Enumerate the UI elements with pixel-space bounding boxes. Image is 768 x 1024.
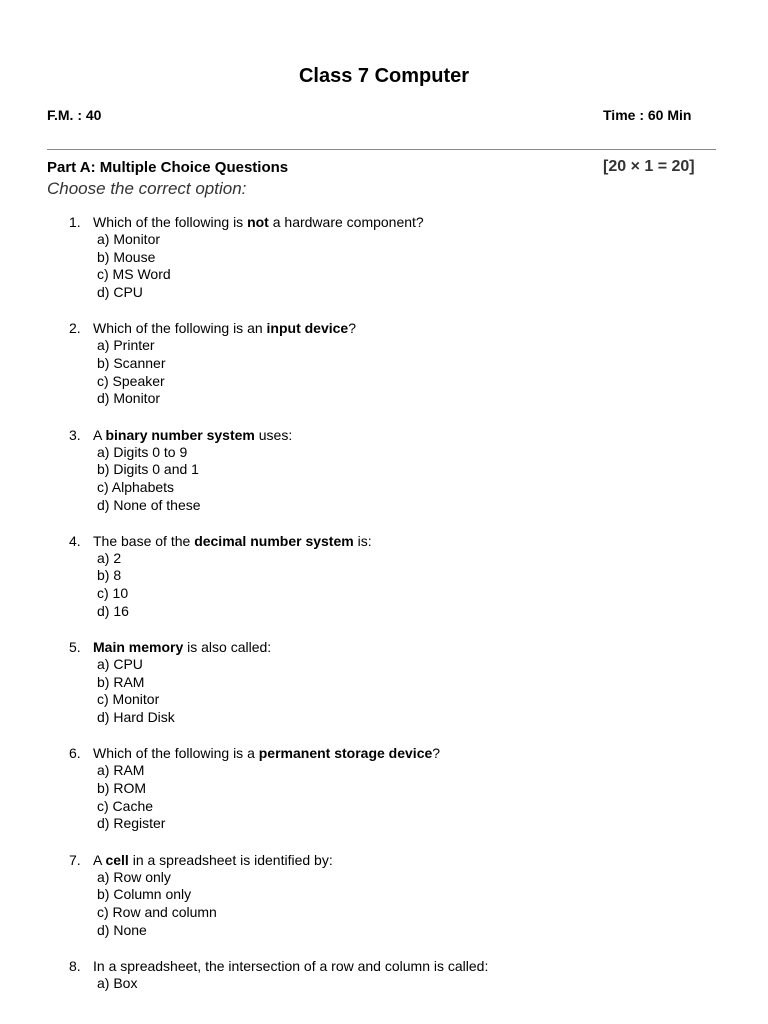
- answer-option: c) Speaker: [97, 372, 165, 389]
- answer-option: a) Row only: [97, 868, 171, 885]
- question-text: [93, 744, 440, 762]
- answer-option: c) Monitor: [97, 691, 160, 708]
- question-keyword: input device: [266, 320, 349, 337]
- question-text-part: A: [93, 426, 106, 443]
- question-text-part: is:: [353, 532, 372, 549]
- question-keyword: not: [247, 214, 269, 230]
- answer-option: c) Row and column: [97, 903, 217, 920]
- answer-option: a) Monitor: [97, 231, 161, 247]
- answer-option: a) Printer: [97, 337, 155, 354]
- question-text-part: uses:: [254, 426, 293, 443]
- answer-option: b) Mouse: [97, 248, 156, 265]
- question-item: [0, 638, 768, 727]
- answer-option: d) Hard Disk: [97, 709, 175, 726]
- question-text-part: A: [93, 851, 106, 868]
- question-text-part: In a spreadsheet, the intersection of a row and column is called:: [93, 957, 489, 974]
- question-text: [93, 957, 488, 975]
- question-item: [0, 744, 768, 833]
- header-divider: [47, 149, 716, 150]
- question-keyword: Main memory: [93, 639, 184, 655]
- question-text: [93, 213, 424, 231]
- question-number: 3.: [69, 426, 81, 443]
- question-item: [0, 319, 768, 408]
- answer-option: a) Digits 0 to 9: [97, 443, 188, 460]
- question-number: 8.: [69, 957, 81, 974]
- question-text-part: is also called:: [183, 639, 272, 655]
- question-text: [93, 426, 292, 444]
- question-text-part: Which of the following is an: [93, 320, 267, 337]
- part-a-marks: [20 × 1 = 20]: [603, 158, 695, 175]
- answer-option: b) 8: [97, 567, 122, 584]
- question-line: [0, 957, 768, 975]
- question-text: [93, 851, 333, 869]
- answer-option: a) Box: [97, 974, 138, 991]
- question-keyword: binary number system: [105, 426, 255, 443]
- question-number: 1.: [69, 214, 81, 230]
- question-item: [0, 426, 768, 515]
- question-number: 6.: [69, 745, 81, 762]
- question-item: [0, 532, 768, 621]
- question-text: [93, 638, 271, 656]
- answer-option: d) CPU: [97, 284, 143, 301]
- page-title: Class 7 Computer: [298, 65, 470, 87]
- question-item: [0, 851, 768, 940]
- question-text: [93, 319, 356, 337]
- question-text: [93, 532, 372, 550]
- question-item: [0, 213, 768, 302]
- answer-option: c) MS Word: [97, 266, 171, 283]
- question-keyword: cell: [105, 851, 129, 868]
- answer-option: b) Column only: [97, 886, 192, 903]
- question-keyword: permanent storage device: [258, 745, 433, 762]
- answer-option: a) RAM: [97, 762, 145, 779]
- answer-option: b) ROM: [97, 779, 146, 796]
- question-text-part: Which of the following is a: [93, 745, 259, 762]
- answer-option: a) CPU: [97, 656, 143, 672]
- question-number: 4.: [69, 532, 81, 549]
- answer-option: b) Digits 0 and 1: [97, 461, 199, 478]
- answer-option: c) Alphabets: [97, 478, 175, 495]
- answer-option: b) Scanner: [97, 354, 166, 371]
- answer-option: c) Cache: [97, 797, 154, 814]
- question-line: [0, 744, 768, 762]
- question-text-part: in a spreadsheet is identified by:: [128, 851, 333, 868]
- answer-option: d) 16: [97, 602, 129, 619]
- answer-option: c) 10: [97, 585, 129, 602]
- answer-option: d) Monitor: [97, 390, 161, 407]
- part-a-heading: Part A: Multiple Choice Questions: [47, 159, 289, 176]
- question-text-part: ?: [432, 745, 441, 762]
- question-text-part: ?: [348, 320, 357, 337]
- question-text-part: a hardware component?: [268, 214, 424, 230]
- question-item: [0, 957, 768, 993]
- question-text-part: Which of the following is: [93, 214, 248, 230]
- question-number: 2.: [69, 320, 81, 337]
- question-number: 7.: [69, 851, 81, 868]
- full-marks: F.M. : 40: [47, 107, 102, 123]
- answer-option: b) RAM: [97, 673, 145, 690]
- question-list: [0, 213, 768, 1010]
- answer-option: d) Register: [97, 815, 166, 832]
- answer-option: d) None of these: [97, 496, 201, 513]
- question-line: [0, 426, 768, 444]
- time-limit: Time : 60 Min: [603, 107, 692, 123]
- question-line: [0, 851, 768, 869]
- question-number: 5.: [69, 639, 81, 655]
- question-keyword: decimal number system: [194, 532, 354, 549]
- question-line: [0, 213, 768, 231]
- answer-option: a) 2: [97, 549, 122, 566]
- question-line: [0, 319, 768, 337]
- question-line: [0, 638, 768, 656]
- part-a-instruction: Choose the correct option:: [47, 179, 247, 198]
- answer-option: d) None: [97, 921, 147, 938]
- question-text-part: The base of the: [93, 532, 195, 549]
- question-line: [0, 532, 768, 550]
